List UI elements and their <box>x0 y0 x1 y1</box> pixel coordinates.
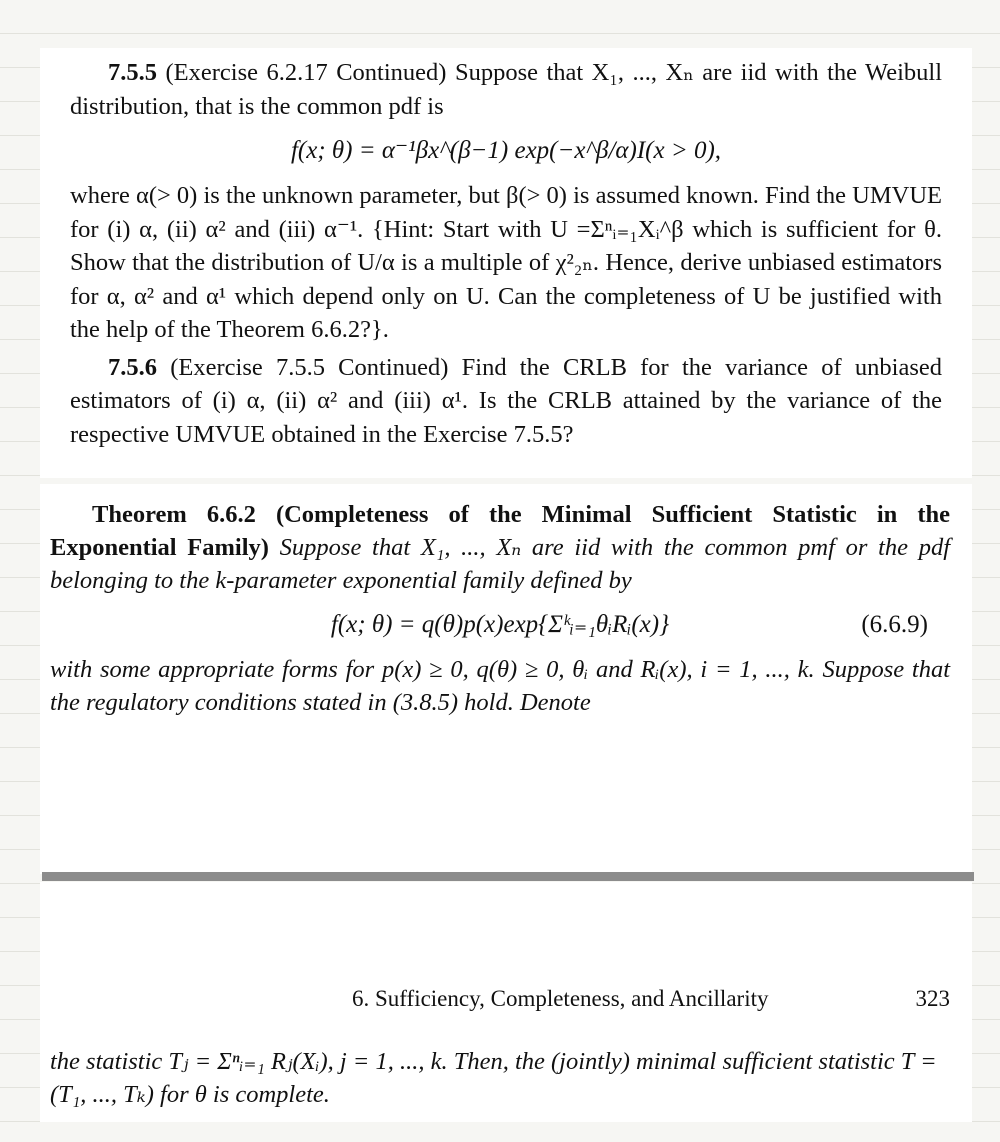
exercise-block <box>40 48 972 478</box>
exercise-7-5-5-body: where α(> 0) is the unknown parameter, but β(> 0) is assumed known. Find the UMVUE for (i) α, (ii) α² and (iii) α⁻¹. {Hint: Start with U =Σⁿᵢ₌₁Xᵢ^β which is sufficient for θ. Show that the distribution of U/α is a multiple of χ²₂ₙ. Hence, derive unbiased estimators for α, α² and α¹ which depend only on U. Can the completeness of U be justified with the help of the Theorem 6.6.2?}. <box>70 182 942 343</box>
formula-text: f(x; θ) = q(θ)p(x)exp{Σᵏᵢ₌₁θᵢRᵢ(x)} <box>330 611 670 638</box>
running-head: 6. Sufficiency, Completeness, and Ancillarity <box>352 986 769 1011</box>
theorem-statement <box>50 498 950 597</box>
theorem-block <box>40 484 972 874</box>
theorem-text: Suppose that X₁, ..., Xₙ are iid with the common pmf or the pdf belonging to the k-parameter exponential family defined by <box>50 534 951 594</box>
theorem-title: Theorem 6.6.2 (Completeness of the Minimal Sufficient Statistic in the Exponential Family) <box>50 501 950 561</box>
exercise-7-5-5-intro <box>70 56 942 123</box>
equation-number: (6.6.9) <box>861 611 928 638</box>
page-divider <box>42 872 974 881</box>
exponential-family-formula <box>50 597 950 653</box>
page-footer-block <box>40 882 972 1122</box>
weibull-pdf-formula: f(x; θ) = α⁻¹βx^(β−1) exp(−x^β/α)I(x > 0), <box>290 137 722 164</box>
exercise-number: 7.5.6 <box>108 353 157 381</box>
exercise-text: (Exercise 6.2.17 Continued) Suppose that X₁, ..., Xₙ are iid with the Weibull distribution, that is the common pdf is <box>70 59 943 120</box>
exercise-text: (Exercise 7.5.5 Continued) Find the CRLB for the variance of unbiased estimators of (i) α, (ii) α² and (iii) α¹. Is the CRLB attained by the variance of the respective UMVUE obtained in the Exercise 7.5.5? <box>70 353 942 448</box>
theorem-continuation: with some appropriate forms for p(x) ≥ 0, q(θ) ≥ 0, θᵢ and Rᵢ(x), i = 1, ..., k. Suppose that the regulatory conditions stated in (3.8.5) hold. Denote <box>50 656 950 716</box>
theorem-conclusion: the statistic Tⱼ = Σⁿᵢ₌₁ Rⱼ(Xᵢ), j = 1, ..., k. Then, the (jointly) minimal sufficient statistic T = (T₁, ..., Tₖ) for θ is complete. <box>50 1048 937 1108</box>
page-number: 323 <box>915 986 950 1011</box>
exercise-7-5-6 <box>70 351 942 452</box>
exercise-number: 7.5.5 <box>108 59 157 86</box>
